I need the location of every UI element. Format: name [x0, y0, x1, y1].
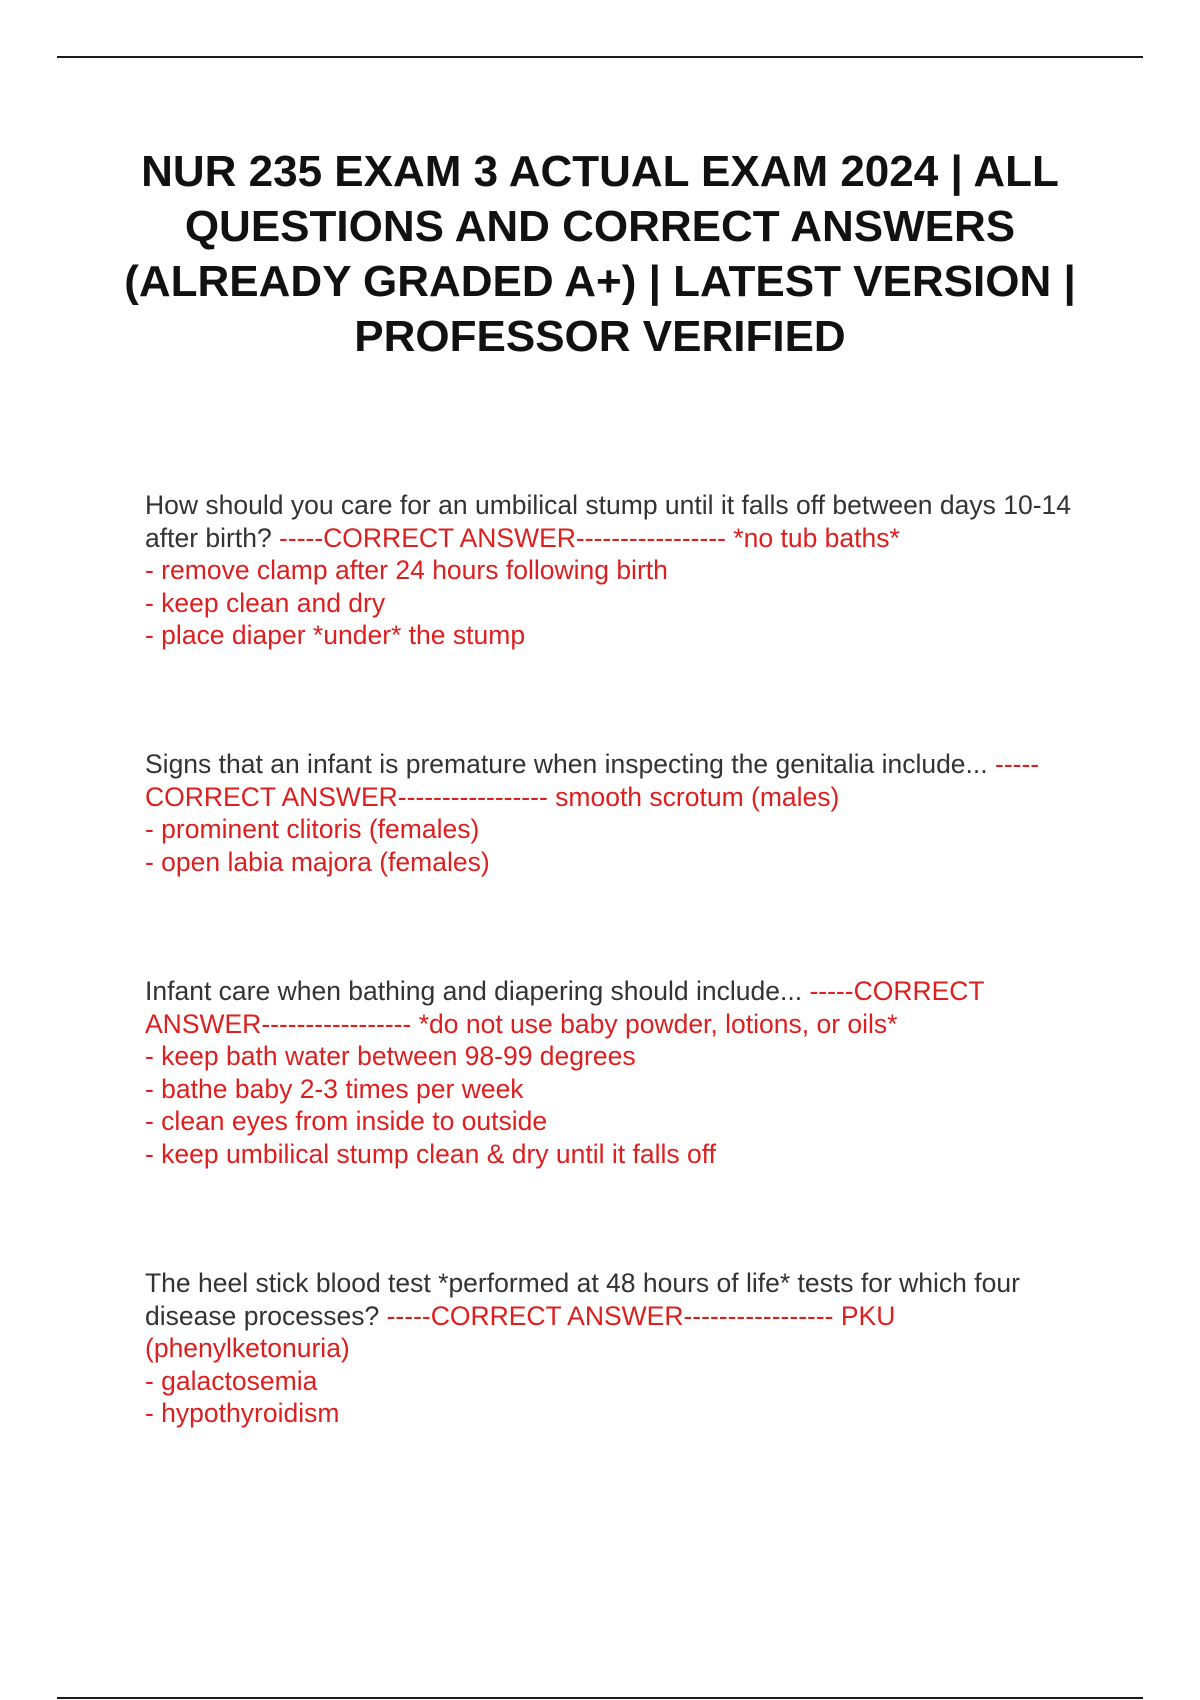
qa-item-heel-stick: [145, 1267, 1090, 1430]
answer-lead: -----CORRECT ANSWER----------------- *do not use baby powder, lotions, or oils*: [145, 976, 985, 1039]
answer-lead: -----CORRECT ANSWER----------------- PKU (phenylketonuria): [145, 1300, 896, 1363]
question-text: Signs that an infant is premature when inspecting the genitalia include...: [145, 749, 995, 779]
document-title: NUR 235 EXAM 3 ACTUAL EXAM 2024 | ALL QUESTIONS AND CORRECT ANSWERS (ALREADY GRADED A+) | LATEST VERSION | PROFESSOR VERIFIED: [124, 147, 1076, 361]
answer-lead: -----CORRECT ANSWER----------------- *no tub baths*: [279, 522, 900, 553]
top-divider: [57, 56, 1143, 58]
answer-line: - keep umbilical stump clean & dry until it falls off: [145, 1138, 716, 1169]
answer-line: - galactosemia: [145, 1365, 318, 1396]
answer-line: - hypothyroidism: [145, 1398, 340, 1428]
answer-line: - prominent clitoris (females): [145, 814, 480, 844]
answer-line: - open labia majora (females): [145, 846, 490, 877]
answer-line: - place diaper *under* the stump: [145, 620, 526, 650]
qa-item-premature-genitalia: [145, 748, 1090, 878]
answer-line: - remove clamp after 24 hours following birth: [145, 555, 668, 585]
question-text: Infant care when bathing and diapering should include...: [145, 976, 810, 1006]
answer-line: - keep bath water between 98-99 degrees: [145, 1041, 636, 1071]
question-text: The heel stick blood test *performed at 48 hours of life* tests for which four disease processes?: [145, 1268, 1020, 1331]
answer-line: - clean eyes from inside to outside: [145, 1106, 548, 1136]
qa-item-bathing-diapering: [145, 975, 1090, 1170]
bottom-divider: [57, 1697, 1143, 1699]
question-text: How should you care for an umbilical stump until it falls off between days 10-14 after birth?: [145, 490, 1072, 553]
answer-line: - keep clean and dry: [145, 587, 386, 618]
answer-lead: -----CORRECT ANSWER----------------- smooth scrotum (males): [145, 749, 1040, 812]
qa-item-umbilical-stump: [145, 489, 1090, 652]
answer-line: - bathe baby 2-3 times per week: [145, 1073, 524, 1104]
